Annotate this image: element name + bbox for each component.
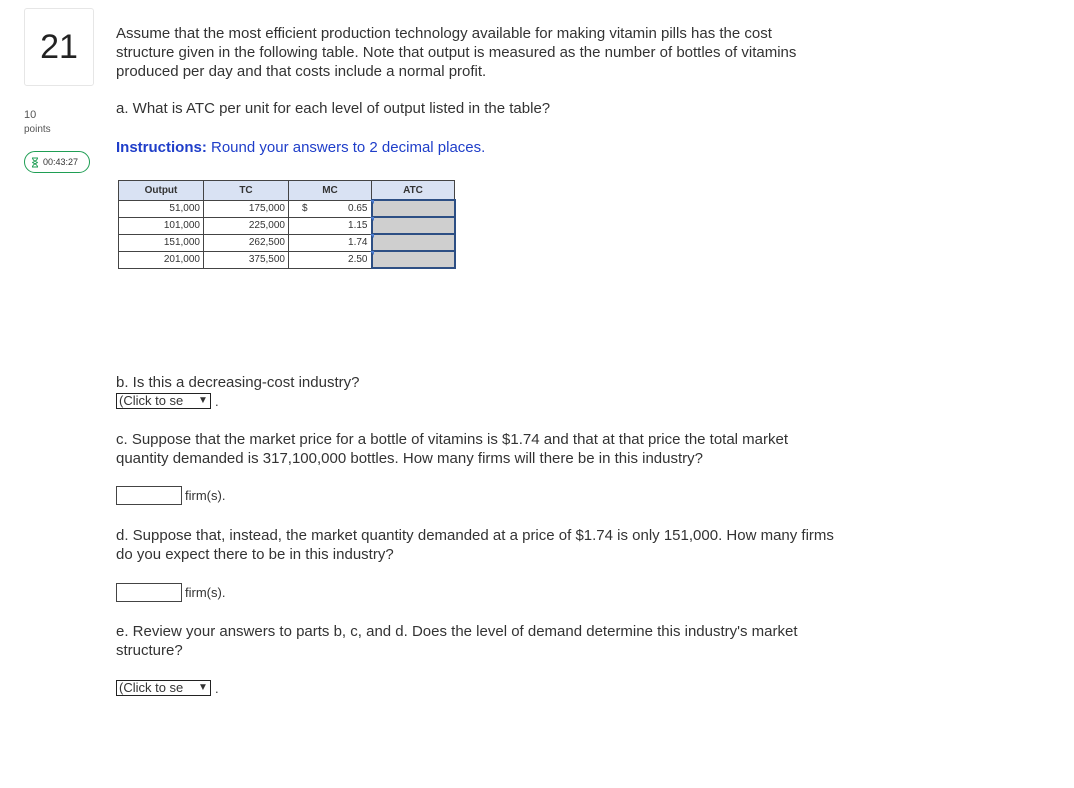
atc-input[interactable] [376, 234, 455, 251]
mc-cell [289, 200, 372, 217]
output-cell: 51,000 [119, 200, 204, 217]
atc-input[interactable] [376, 200, 455, 217]
atc-input-cell[interactable] [372, 217, 455, 234]
currency-symbol: $ [302, 203, 308, 214]
hourglass-icon [31, 157, 39, 168]
table-row [119, 234, 455, 251]
part-c-line-2: quantity demanded is 317,100,000 bottles. How many firms will there be in this industry? [116, 450, 703, 467]
part-b-select[interactable] [116, 393, 211, 409]
chevron-down-icon: ▼ [198, 395, 208, 406]
tc-cell: 175,000 [204, 200, 289, 217]
mc-cell [289, 234, 372, 251]
mc-value: 1.15 [348, 220, 368, 231]
output-cell: 101,000 [119, 217, 204, 234]
part-c-unit: firm(s). [185, 488, 226, 503]
mc-cell [289, 217, 372, 234]
period: . [215, 681, 219, 696]
intro-line-1: Assume that the most efficient production technology available for making vitamin pills has the cost [116, 25, 772, 42]
question-number: 21 [24, 8, 94, 86]
part-d-line-1: d. Suppose that, instead, the market quantity demanded at a price of $1.74 is only 151,000. How many firms [116, 527, 834, 544]
header-output: Output [119, 181, 204, 201]
timer[interactable] [24, 151, 90, 173]
part-e-line-2: structure? [116, 642, 183, 659]
points-label: points [24, 124, 51, 135]
instructions [116, 138, 485, 157]
mc-value: 2.50 [348, 254, 368, 265]
part-a-prompt: a. What is ATC per unit for each level of output listed in the table? [116, 100, 551, 117]
atc-input-cell[interactable] [372, 234, 455, 251]
table-row [119, 217, 455, 234]
cost-table [118, 180, 456, 269]
chevron-down-icon: ▼ [198, 682, 208, 693]
tc-cell: 225,000 [204, 217, 289, 234]
part-e-line-1: e. Review your answers to parts b, c, and d. Does the level of demand determine this industry's market [116, 623, 798, 640]
output-cell: 201,000 [119, 251, 204, 268]
atc-input-cell[interactable] [372, 200, 455, 217]
table-row [119, 251, 455, 268]
atc-input-cell[interactable] [372, 251, 455, 268]
tc-cell: 262,500 [204, 234, 289, 251]
instructions-text: Round your answers to 2 decimal places. [206, 139, 486, 156]
header-atc: ATC [372, 181, 455, 201]
intro-line-3: produced per day and that costs include a normal profit. [116, 63, 487, 80]
output-cell: 151,000 [119, 234, 204, 251]
intro-line-2: structure given in the following table. Note that output is measured as the number of bottles of vitamins [116, 44, 797, 61]
atc-input[interactable] [376, 217, 455, 234]
select-value: (Click to se [119, 681, 184, 695]
mc-value: 1.74 [348, 237, 368, 248]
instructions-label: Instructions: [116, 139, 207, 156]
part-b-prompt: b. Is this a decreasing-cost industry? [116, 374, 360, 391]
part-c-line-1: c. Suppose that the market price for a bottle of vitamins is $1.74 and that at that price the total market [116, 431, 789, 448]
period: . [215, 394, 219, 409]
atc-input[interactable] [376, 251, 455, 268]
tc-cell: 375,500 [204, 251, 289, 268]
part-e-select[interactable] [116, 680, 211, 696]
table-row [119, 200, 455, 217]
part-c-firms-input[interactable] [116, 486, 182, 505]
points-value: 10 [24, 109, 37, 121]
header-tc: TC [204, 181, 289, 201]
mc-cell [289, 251, 372, 268]
mc-value: 0.65 [348, 203, 368, 214]
timer-value: 00:43:27 [43, 157, 79, 167]
part-d-line-2: do you expect there to be in this industry? [116, 546, 394, 563]
part-d-firms-input[interactable] [116, 583, 182, 602]
select-value: (Click to se [119, 394, 184, 408]
part-d-unit: firm(s). [185, 585, 226, 600]
header-mc: MC [289, 181, 372, 201]
